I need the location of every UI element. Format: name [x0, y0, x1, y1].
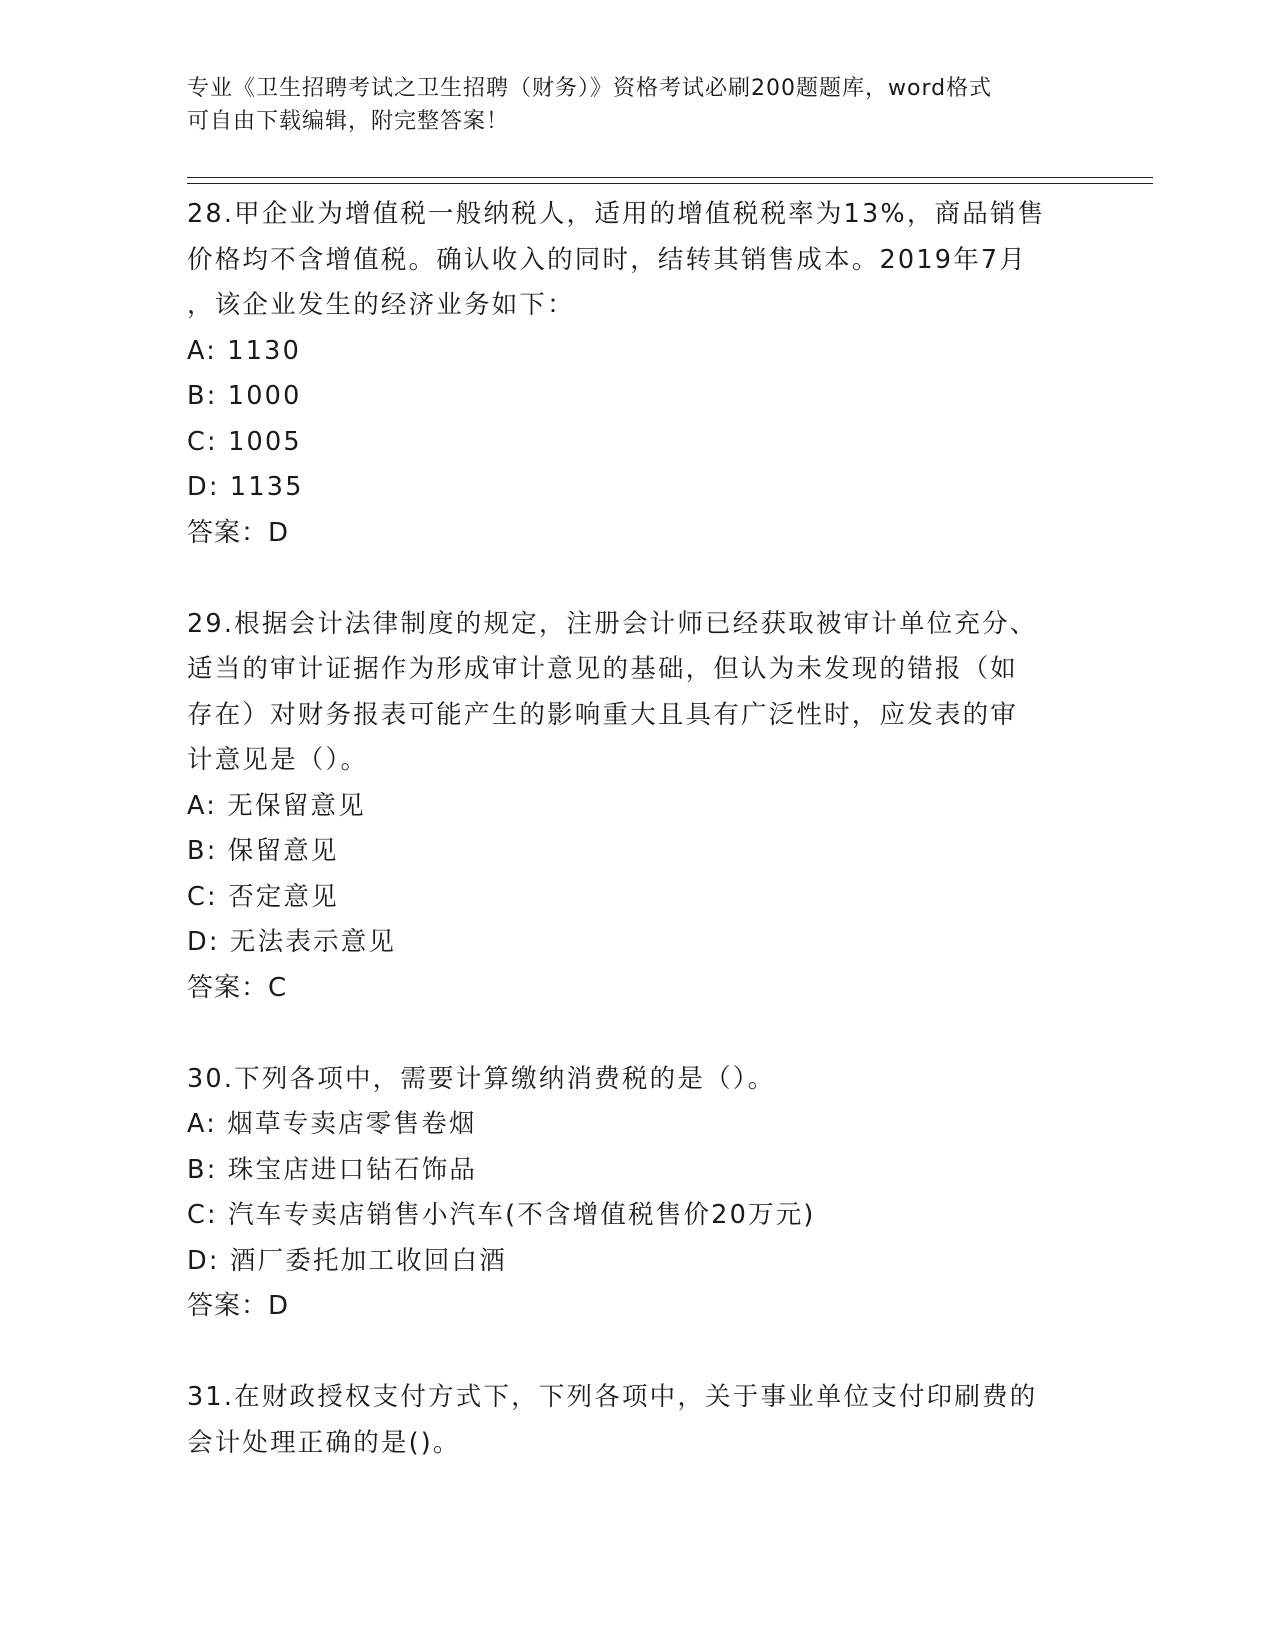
header-divider-top: [187, 177, 1153, 178]
option-d: D: 1135: [187, 472, 304, 502]
answer-label: 答案：C: [187, 972, 288, 1003]
question-text: 28.甲企业为增值税一般纳税人，适用的增值税税率为13%，商品销售: [187, 199, 1046, 229]
option-c: C: 汽车专卖店销售小汽车(不含增值税售价20万元): [187, 1200, 816, 1230]
question-text: 计意见是（）。: [187, 745, 369, 775]
option-a: A: 1130: [187, 335, 301, 366]
question-28: [187, 192, 1087, 556]
header-line-1: 专业《卫生招聘考试之卫生招聘（财务）》资格考试必刷200题题库，word格式: [187, 76, 993, 101]
question-31: [187, 1375, 1087, 1466]
option-b: B: 保留意见: [187, 836, 339, 866]
question-list: [187, 192, 1087, 1466]
question-text: 会计处理正确的是()。: [187, 1427, 461, 1458]
question-text: 31.在财政授权支付方式下，下列各项中，关于事业单位支付印刷费的: [187, 1382, 1038, 1412]
answer-label: 答案：D: [187, 1291, 290, 1321]
option-a: A: 无保留意见: [187, 790, 366, 821]
spacer: [187, 556, 1087, 602]
option-a: A: 烟草专卖店零售卷烟: [187, 1109, 477, 1139]
question-30: [187, 1057, 1087, 1330]
option-d: D: 酒厂委托加工收回白酒: [187, 1245, 507, 1276]
document-header: [187, 72, 1067, 138]
question-text: ，该企业发生的经济业务如下：: [187, 290, 575, 320]
question-text: 30.下列各项中，需要计算缴纳消费税的是（）。: [187, 1063, 776, 1094]
question-29: [187, 602, 1087, 1012]
question-text: 适当的审计证据作为形成审计意见的基础，但认为未发现的错报（如: [187, 654, 1019, 684]
option-d: D: 无法表示意见: [187, 927, 397, 957]
answer-label: 答案：D: [187, 517, 290, 548]
header-divider-bottom: [187, 183, 1153, 184]
question-text: 价格均不含增值税。确认收入的同时，结转其销售成本。2019年7月: [187, 244, 1028, 275]
option-c: C: 否定意见: [187, 881, 339, 912]
spacer: [187, 1011, 1087, 1057]
option-b: B: 1000: [187, 381, 302, 411]
header-line-2: 可自由下载编辑，附完整答案！: [187, 109, 510, 134]
question-text: 29.根据会计法律制度的规定，注册会计师已经获取被审计单位充分、: [187, 608, 1038, 639]
option-b: B: 珠宝店进口钻石饰品: [187, 1154, 478, 1185]
spacer: [187, 1330, 1087, 1376]
option-c: C: 1005: [187, 426, 302, 457]
question-text: 存在）对财务报表可能产生的影响重大且具有广泛性时，应发表的审: [187, 699, 1019, 730]
